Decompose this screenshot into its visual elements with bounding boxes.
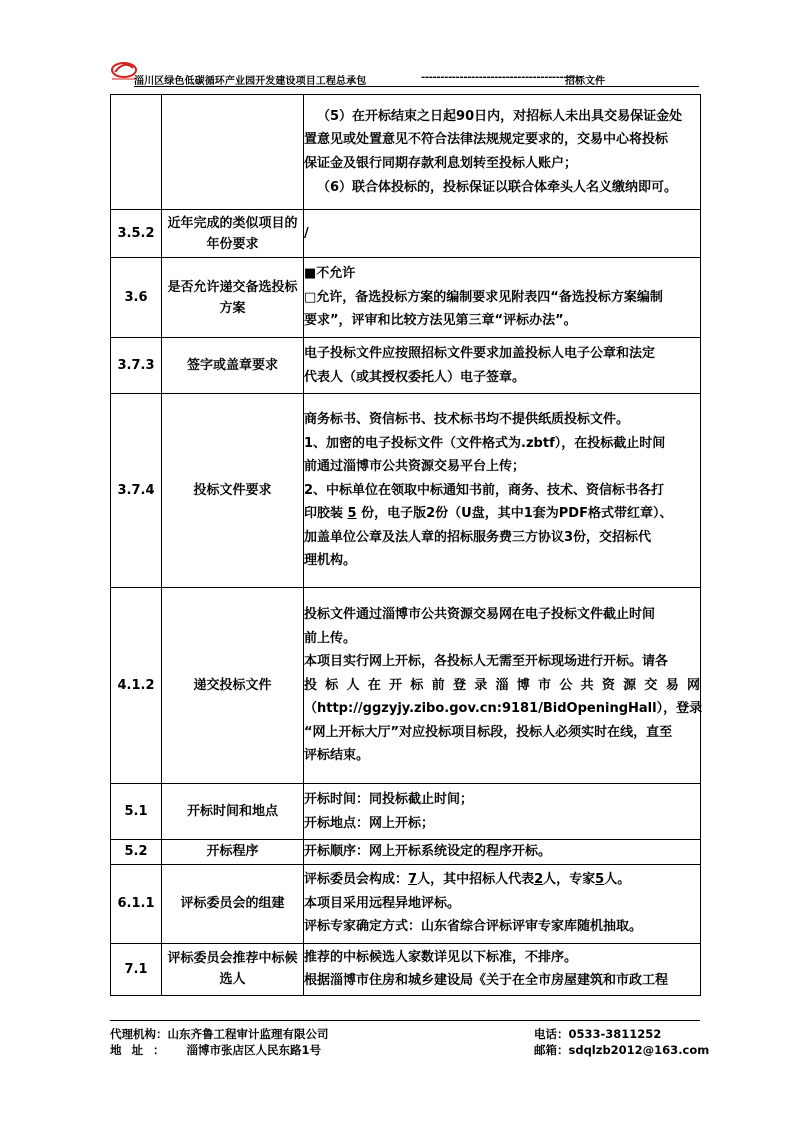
content-line: 前上传。: [304, 630, 357, 646]
clause-content: [304, 840, 701, 865]
clause-item: [162, 95, 304, 210]
content-line: 评标专家确定方式：山东省综合评标评审专家库随机抽取。: [304, 919, 643, 935]
content-fragment: 人。: [604, 872, 631, 888]
content-line: 代表人（或其授权委托人）电子签章。: [304, 369, 526, 385]
header-rule: [134, 86, 699, 87]
content-line: 开标地点：网上开标；: [304, 815, 435, 831]
content-line: 本项目实行网上开标，各投标人无需至开标现场进行开标。请各: [304, 654, 669, 670]
clause-code: 3.5.2: [111, 210, 162, 258]
table-row: [111, 784, 701, 840]
content-line: 投标文件通过淄博市公共资源交易网在电子投标文件截止时间: [304, 606, 656, 622]
email-label: 邮箱：: [534, 1043, 569, 1057]
phone-label: 电话：: [534, 1027, 569, 1041]
agency-name: 山东齐鲁工程审计监理有限公司: [167, 1027, 329, 1041]
clause-code: 7.1: [111, 943, 162, 995]
content-line: 2、中标单位在领取中标通知书前，商务、技术、资信标书各打: [304, 482, 665, 498]
clause-content: [304, 943, 701, 995]
phone-number: 0533-3811252: [568, 1027, 662, 1041]
header-project-title: 淄川区绿色低碳循环产业园开发建设项目工程总承包: [134, 76, 367, 87]
header-dashes: ------------------------------------------: [421, 72, 583, 83]
tenderer-representatives: 2: [534, 872, 544, 888]
content-line: 保证金及银行同期存款利息划转至投标人账户；: [304, 156, 578, 171]
table-row: [111, 338, 701, 394]
clause-content: [304, 210, 701, 258]
copies-count: 5: [347, 506, 357, 522]
content-fragment: 评标委员会构成：: [304, 872, 409, 888]
header-document-type: 招标文件: [565, 76, 605, 87]
table-row: [111, 943, 701, 995]
clause-content: [304, 95, 701, 210]
clause-item: 评标委员会推荐中标候选人: [162, 943, 304, 995]
content-line: “网上开标大厅”对应投标项目标段，投标人必须实时在线，直至: [304, 724, 673, 740]
table-row: [111, 840, 701, 865]
content-line: 推荐的中标候选人家数详见以下标准，不排序。: [304, 949, 578, 965]
clause-code: 5.1: [111, 784, 162, 840]
content-fragment: 人，其中招标人代表: [417, 872, 535, 888]
content-line: 根据淄博市住房和城乡建设局《关于在全市房屋建筑和市政工程: [304, 973, 669, 989]
content-fragment: 份，电子版2份（U盘，其中1套为PDF格式带红章）、: [361, 506, 673, 522]
table-row: [111, 258, 701, 338]
page-header: [109, 58, 699, 88]
table-row: [111, 95, 701, 210]
content-line: /: [304, 225, 309, 241]
email-info: [534, 1042, 709, 1058]
clause-code: 4.1.2: [111, 588, 162, 784]
content-line: 理机构。: [304, 553, 357, 569]
clause-item: 递交投标文件: [162, 588, 304, 784]
content-line: 要求”，评审和比较方法见第三章“评标办法”。: [304, 313, 577, 329]
clause-code: 3.7.4: [111, 394, 162, 588]
clause-content: [304, 588, 701, 784]
content-line: 开标时间：同投标截止时间；: [304, 791, 474, 807]
address-label: 地址：: [110, 1043, 175, 1057]
experts-count: 5: [595, 872, 605, 888]
clause-item: 开标程序: [162, 840, 304, 865]
clause-item: 签字或盖章要求: [162, 338, 304, 394]
committee-total: 7: [408, 872, 418, 888]
content-line: 前通过淄博市公共资源交易平台上传；: [304, 459, 526, 475]
content-line: （6）联合体投标的，投标保证以联合体牵头人名义缴纳即可。: [317, 179, 678, 195]
clause-item: 投标文件要求: [162, 394, 304, 588]
clause-code: 6.1.1: [111, 864, 162, 943]
content-line: 加盖单位公章及法人章的招标服务费三方协议3份，交招标代: [304, 529, 652, 545]
footer-rule: [110, 1020, 700, 1021]
clause-item: 评标委员会的组建: [162, 864, 304, 943]
clause-content: [304, 258, 701, 338]
phone-info: [534, 1026, 661, 1042]
content-line: 开标顺序：网上开标系统设定的程序开标。: [304, 844, 552, 859]
email-address: sdqlzb2012@163.com: [568, 1043, 710, 1057]
content-line: 本项目采用远程异地评标。: [304, 895, 461, 911]
content-line: 电子投标文件应按照招标文件要求加盖投标人电子公章和法定: [304, 345, 656, 361]
clause-item: 近年完成的类似项目的年份要求: [162, 210, 304, 258]
clause-code: [111, 95, 162, 210]
agency-info: [110, 1026, 329, 1042]
content-fragment: 人，专家: [543, 872, 596, 888]
clause-content: [304, 394, 701, 588]
address-info: [110, 1042, 321, 1058]
clause-content: [304, 864, 701, 943]
table-row: [111, 588, 701, 784]
content-line: ■不允许: [304, 266, 356, 282]
content-fragment: 印胶装: [304, 506, 344, 522]
clause-code: 5.2: [111, 840, 162, 865]
table-row: [111, 864, 701, 943]
address-text: 淄博市张店区人民东路1号: [186, 1043, 322, 1057]
content-line: 商务标书、资信标书、技术标书均不提供纸质投标文件。: [304, 411, 630, 427]
table-row: [111, 210, 701, 258]
content-line: 评标结束。: [304, 748, 370, 764]
content-line: 1、加密的电子投标文件（文件格式为.zbtf），在投标截止时间: [304, 435, 666, 451]
content-line: [304, 868, 700, 892]
bid-opening-url: （http://ggzyjy.zibo.gov.cn:9181/BidOpeningHall），登录: [304, 701, 703, 717]
bid-data-table: [110, 94, 701, 996]
clause-item: 开标时间和地点: [162, 784, 304, 840]
clause-content: [304, 338, 701, 394]
content-line: 置意见或处置意见不符合法律法规规定要求的，交易中心将投标: [304, 132, 669, 148]
clause-code: 3.6: [111, 258, 162, 338]
clause-content: [304, 784, 701, 840]
content-line: □允许，备选投标方案的编制要求见附表四“备选投标方案编制: [304, 289, 663, 305]
clause-item: 是否允许递交备选投标方案: [162, 258, 304, 338]
content-line: [304, 502, 700, 526]
content-line: 投标人在开标前登录淄博市公共资源交易网: [304, 677, 700, 693]
agency-label: 代理机构：: [110, 1027, 168, 1041]
table-row: [111, 394, 701, 588]
content-line: （5）在开标结束之日起90日内，对招标人未出具交易保证金处: [317, 108, 683, 124]
clause-code: 3.7.3: [111, 338, 162, 394]
